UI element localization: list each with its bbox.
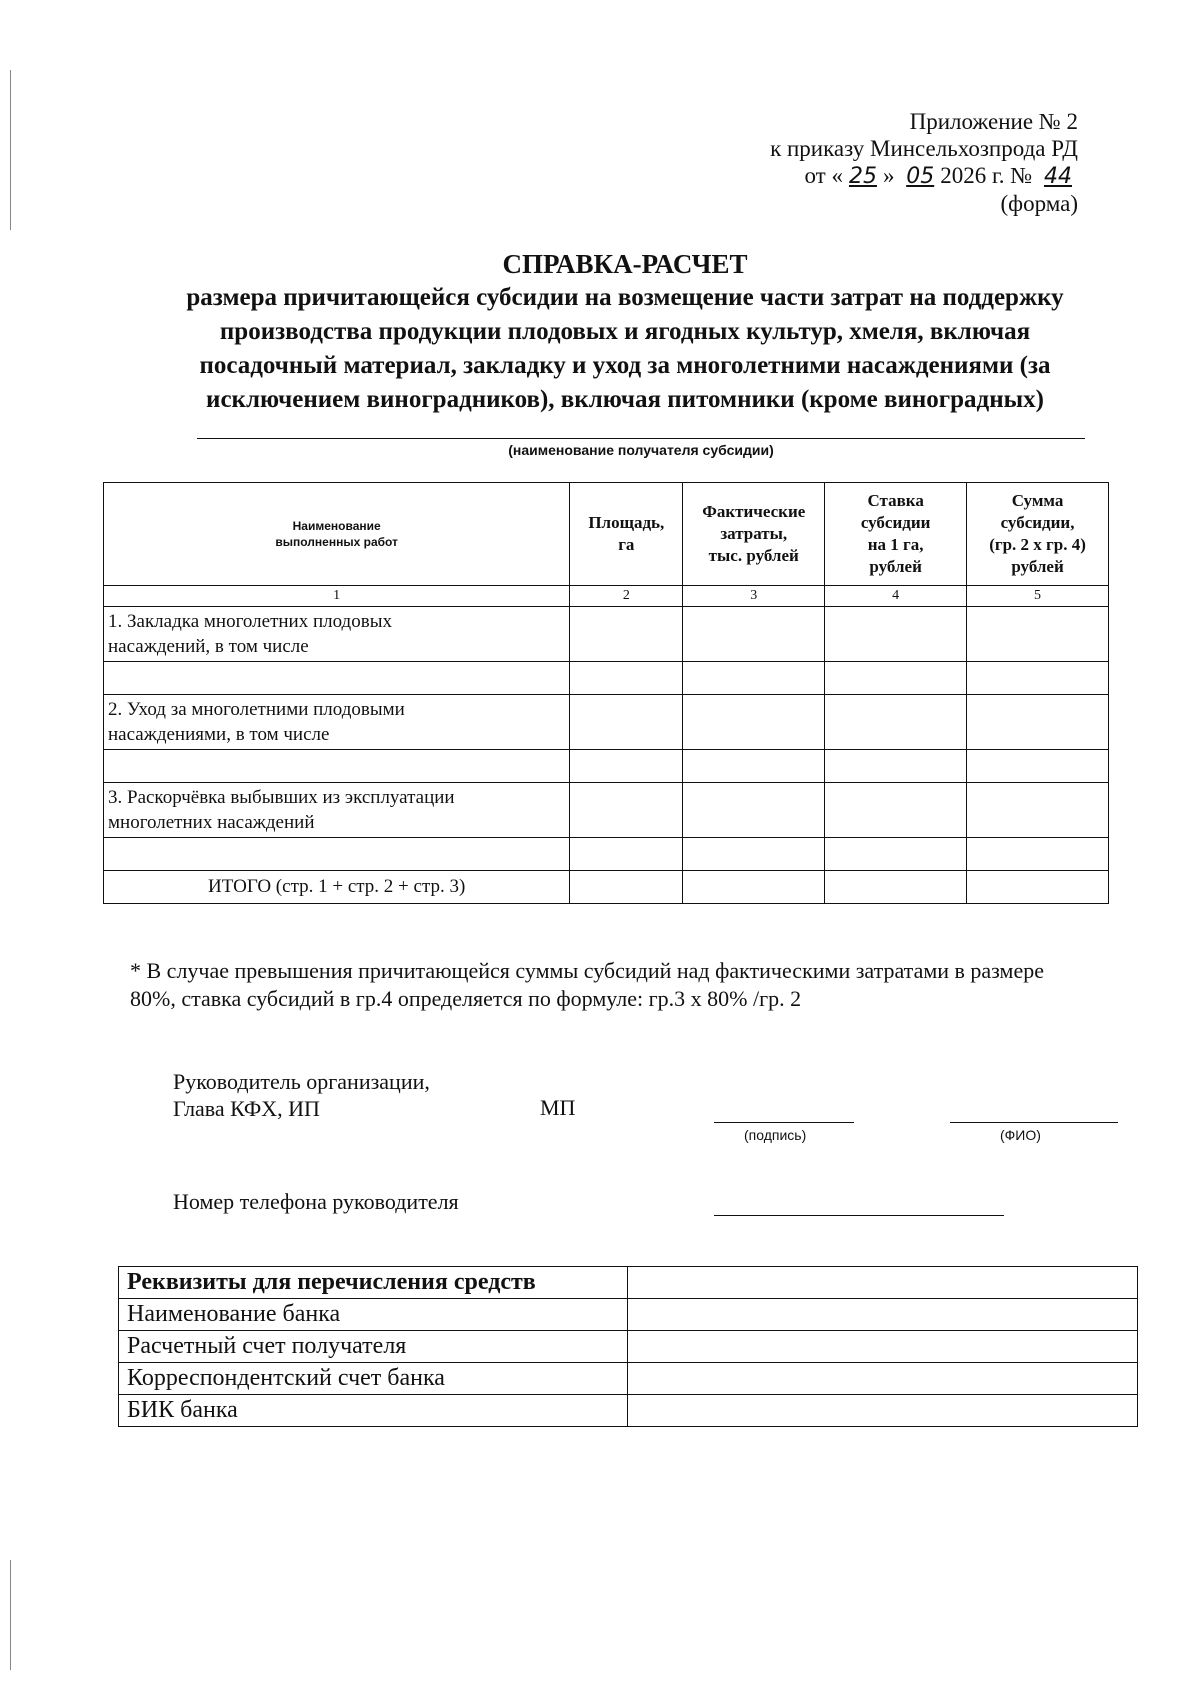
col-number: 5 <box>967 586 1109 607</box>
cell-costs[interactable] <box>683 783 825 838</box>
cell-total-area[interactable] <box>570 871 683 904</box>
header-rate <box>825 483 967 586</box>
table-row <box>104 695 1109 750</box>
table-row <box>119 1299 1138 1331</box>
corr-account-value[interactable] <box>628 1363 1138 1395</box>
header-works-line1: Наименование <box>292 519 381 533</box>
date-day-sep: » <box>882 163 895 188</box>
table-row <box>119 1395 1138 1427</box>
calculation-table <box>103 482 1109 904</box>
header-rate-line4: рублей <box>869 557 922 576</box>
phone-label: Номер телефона руководителя <box>173 1189 459 1214</box>
table-row <box>104 607 1109 662</box>
table-row <box>104 783 1109 838</box>
table-row <box>104 838 1109 871</box>
total-label: ИТОГО (стр. 1 + стр. 2 + стр. 3) <box>104 871 570 904</box>
row-care-line1: 2. Уход за многолетними плодовыми <box>108 699 405 720</box>
row-care-label <box>104 695 570 750</box>
cell-sum[interactable] <box>967 750 1109 783</box>
date-prefix: от « <box>804 163 843 188</box>
cell-sum[interactable] <box>967 695 1109 750</box>
cell-area[interactable] <box>570 783 683 838</box>
cell-rate[interactable] <box>825 783 967 838</box>
header-sum-line4: рублей <box>1011 557 1064 576</box>
cell-total-sum[interactable] <box>967 871 1109 904</box>
cell-sum[interactable] <box>967 783 1109 838</box>
bank-name-label: Наименование банка <box>119 1299 628 1331</box>
col-number: 2 <box>570 586 683 607</box>
bank-header-value[interactable] <box>628 1267 1138 1299</box>
header-area <box>570 483 683 586</box>
bank-header-row <box>119 1267 1138 1299</box>
header-rate-line3: на 1 га, <box>867 535 924 554</box>
cell-costs[interactable] <box>683 662 825 695</box>
footnote <box>130 957 1140 1013</box>
cell-sum[interactable] <box>967 607 1109 662</box>
header-works-line2: выполненных работ <box>275 535 398 549</box>
footnote-line2: 80%, ставка субсидий в гр.4 определяется по формуле: гр.3 х 80% /гр. 2 <box>130 986 802 1011</box>
signatory-line1: Руководитель организации, <box>173 1069 430 1094</box>
date-day: 25 <box>848 164 877 189</box>
signature-field[interactable] <box>714 1122 854 1123</box>
cell-sum[interactable] <box>967 838 1109 871</box>
appendix-line2: к приказу Минсельхозпрода РД <box>770 136 1078 161</box>
table-row <box>119 1363 1138 1395</box>
header-sum-line2: субсидии, <box>1000 513 1075 532</box>
row-uprooting-line1: 3. Раскорчёвка выбывших из эксплуатации <box>108 787 455 808</box>
form-label: (форма) <box>1000 191 1078 216</box>
col-number: 4 <box>825 586 967 607</box>
cell-area[interactable] <box>570 662 683 695</box>
appendix-date <box>770 162 1078 190</box>
cell-total-costs[interactable] <box>683 871 825 904</box>
scan-margin-line-bottom <box>10 1560 11 1670</box>
table-row <box>104 750 1109 783</box>
cell-rate[interactable] <box>825 838 967 871</box>
stamp-place-label: МП <box>540 1095 576 1120</box>
cell-area[interactable] <box>570 695 683 750</box>
date-year: 2026 г. № <box>940 163 1033 188</box>
cell-rate[interactable] <box>825 662 967 695</box>
cell-costs[interactable] <box>683 838 825 871</box>
corr-account-label: Корреспондентский счет банка <box>119 1363 628 1395</box>
header-costs-line1: Фактические <box>702 502 806 521</box>
header-actual-costs <box>683 483 825 586</box>
row-planting-label <box>104 607 570 662</box>
header-sum-line1: Сумма <box>1011 491 1064 510</box>
account-value[interactable] <box>628 1331 1138 1363</box>
header-costs-line2: затраты, <box>720 524 788 543</box>
cell-rate[interactable] <box>825 607 967 662</box>
col-number: 1 <box>104 586 570 607</box>
column-number-row <box>104 586 1109 607</box>
cell-area[interactable] <box>570 750 683 783</box>
bank-header-label: Реквизиты для перечисления средств <box>119 1267 628 1299</box>
cell-total-rate[interactable] <box>825 871 967 904</box>
cell-costs[interactable] <box>683 695 825 750</box>
row-uprooting-line2: многолетних насаждений <box>108 812 315 833</box>
header-rate-line2: субсидии <box>860 513 931 532</box>
account-label: Расчетный счет получателя <box>119 1331 628 1363</box>
full-name-field[interactable] <box>950 1122 1118 1123</box>
header-area-line1: Площадь, <box>588 513 665 532</box>
table-row <box>104 662 1109 695</box>
signature-caption: (подпись) <box>744 1127 807 1143</box>
cell-costs[interactable] <box>683 750 825 783</box>
cell-sum[interactable] <box>967 662 1109 695</box>
title-line4: исключением виноградников), включая питомники (кроме виноградных) <box>206 386 1044 413</box>
full-name-caption: (ФИО) <box>1000 1127 1041 1143</box>
title-line3: посадочный материал, закладку и уход за многолетними насаждениями (за <box>199 352 1051 379</box>
header-area-line2: га <box>618 535 635 554</box>
signatory-line2: Глава КФХ, ИП <box>173 1096 320 1121</box>
header-subsidy-sum <box>967 483 1109 586</box>
header-costs-line3: тыс. рублей <box>708 546 799 565</box>
scan-margin-line-top <box>10 70 11 230</box>
cell-sub-item[interactable] <box>104 662 570 695</box>
document-title <box>120 247 1130 417</box>
row-care-line2: насаждениями, в том числе <box>108 724 330 745</box>
signatory-label <box>173 1068 430 1122</box>
cell-rate[interactable] <box>825 695 967 750</box>
cell-area[interactable] <box>570 838 683 871</box>
header-rate-line1: Ставка <box>867 491 924 510</box>
cell-sub-item[interactable] <box>104 838 570 871</box>
title-line1: размера причитающейся субсидии на возмещение части затрат на поддержку <box>186 284 1064 311</box>
order-number: 44 <box>1044 164 1072 189</box>
title-line2: производства продукции плодовых и ягодных культур, хмеля, включая <box>219 318 1031 345</box>
appendix-line1: Приложение № 2 <box>909 109 1078 134</box>
table-total-row <box>104 871 1109 904</box>
date-month: 05 <box>906 164 935 189</box>
appendix-block <box>770 108 1078 217</box>
cell-rate[interactable] <box>825 750 967 783</box>
phone-field[interactable] <box>714 1215 1004 1216</box>
row-uprooting-label <box>104 783 570 838</box>
header-works <box>104 483 570 586</box>
recipient-caption: (наименование получателя субсидии) <box>508 442 774 458</box>
cell-sub-item[interactable] <box>104 750 570 783</box>
cell-area[interactable] <box>570 607 683 662</box>
bik-value[interactable] <box>628 1395 1138 1427</box>
col-number: 3 <box>683 586 825 607</box>
table-row <box>119 1331 1138 1363</box>
title-main: СПРАВКА-РАСЧЕТ <box>502 249 748 279</box>
bank-requisites-table <box>118 1266 1138 1427</box>
recipient-name-field[interactable] <box>197 438 1085 439</box>
row-planting-line1: 1. Закладка многолетних плодовых <box>108 611 392 632</box>
footnote-line1: * В случае превышения причитающейся суммы субсидий над фактическими затратами в размере <box>130 958 1045 983</box>
header-sum-line3: (гр. 2 х гр. 4) <box>989 535 1086 554</box>
bank-name-value[interactable] <box>628 1299 1138 1331</box>
cell-costs[interactable] <box>683 607 825 662</box>
table-header-row <box>104 483 1109 586</box>
row-planting-line2: насаждений, в том числе <box>108 636 309 657</box>
bik-label: БИК банка <box>119 1395 628 1427</box>
